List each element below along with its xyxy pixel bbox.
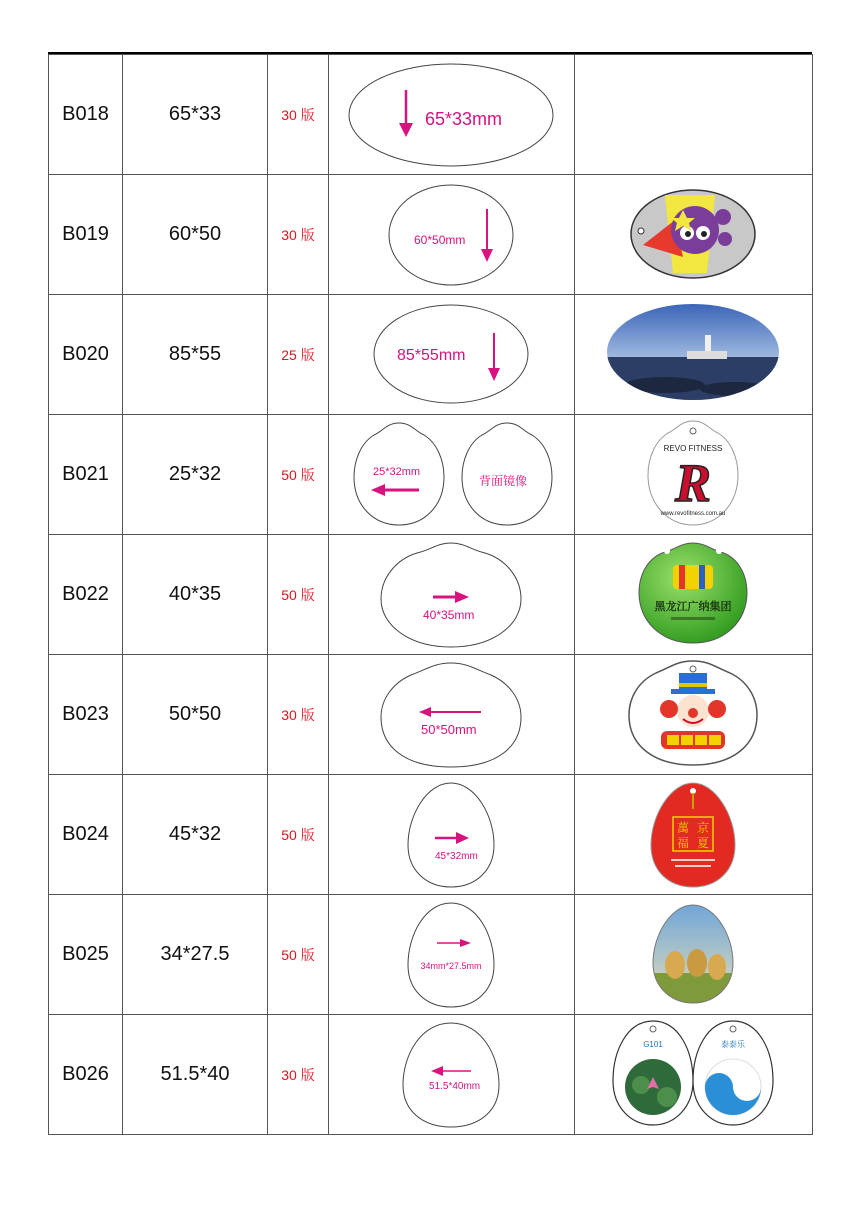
table-row — [49, 1015, 813, 1135]
table-row — [49, 535, 813, 655]
plate-count: 50 版 — [268, 775, 329, 895]
photo-char-3: 福 — [676, 836, 690, 850]
revo-fitness-tag-image — [575, 415, 812, 534]
plate-count: 25 版 — [268, 295, 329, 415]
table-row — [49, 895, 813, 1015]
photo-char-4: 夏 — [696, 836, 710, 850]
product-size: 25*32 — [123, 415, 268, 535]
diagram-label: 85*55mm — [397, 347, 466, 364]
photo-char-2: 京 — [696, 821, 710, 835]
table-row — [49, 655, 813, 775]
photo-company-text: 黑龙江广纳集团 — [654, 601, 732, 613]
product-code: B018 — [49, 55, 123, 175]
oval-outline-diagram — [329, 295, 574, 414]
product-code: B026 — [49, 1015, 123, 1135]
table-row — [49, 775, 813, 895]
diagram-label: 65*33mm — [425, 109, 503, 129]
plate-count: 30 版 — [268, 655, 329, 775]
table-row — [49, 175, 813, 295]
product-code: B025 — [49, 895, 123, 1015]
photo-brand-text: REVO FITNESS — [663, 444, 723, 453]
product-code: B021 — [49, 415, 123, 535]
plate-count: 30 版 — [268, 175, 329, 295]
table-row — [49, 55, 813, 175]
product-size: 50*50 — [123, 655, 268, 775]
red-chinese-tag-image — [575, 775, 812, 894]
table-row — [49, 295, 813, 415]
product-photo — [575, 1015, 813, 1135]
shape-diagram — [329, 895, 575, 1015]
shape-diagram — [329, 1015, 575, 1135]
product-photo — [575, 175, 813, 295]
product-size: 65*33 — [123, 55, 268, 175]
diagram-label: 51.5*40mm — [429, 1081, 481, 1092]
product-code: B024 — [49, 775, 123, 895]
rounded-drop-diagram — [329, 535, 574, 654]
rounded-square-diagram — [329, 655, 574, 774]
product-size: 40*35 — [123, 535, 268, 655]
shape-diagram — [329, 55, 575, 175]
product-photo — [575, 535, 813, 655]
egg-diagram — [329, 1015, 574, 1134]
product-size: 34*27.5 — [123, 895, 268, 1015]
photo-url-text: www.revofitness.com.au — [660, 511, 726, 517]
shape-diagram — [329, 415, 575, 535]
mirror-label: 背面镜像 — [479, 474, 528, 488]
green-corporate-tag-image — [575, 535, 812, 654]
product-spec-table — [48, 54, 813, 1135]
product-photo-empty — [575, 55, 813, 175]
product-size: 60*50 — [123, 175, 268, 295]
lotus-and-wave-tags-image — [575, 1015, 812, 1134]
shape-diagram — [329, 295, 575, 415]
diagram-label: 34mm*27.5mm — [420, 961, 482, 971]
plate-count: 50 版 — [268, 415, 329, 535]
table-row — [49, 415, 813, 535]
product-photo — [575, 775, 813, 895]
egg-diagram — [329, 895, 574, 1014]
product-code: B022 — [49, 535, 123, 655]
product-code: B019 — [49, 175, 123, 295]
product-size: 51.5*40 — [123, 1015, 268, 1135]
plate-count: 50 版 — [268, 895, 329, 1015]
shape-diagram — [329, 775, 575, 895]
diagram-label: 50*50mm — [421, 722, 477, 737]
shape-diagram — [329, 655, 575, 775]
egg-diagram — [329, 775, 574, 894]
lighthouse-landscape-tag-image — [575, 295, 812, 414]
diagram-label: 25*32mm — [373, 466, 421, 478]
diagram-label: 45*32mm — [435, 851, 478, 862]
clown-tag-image — [575, 655, 812, 774]
cheetah-tag-image — [575, 895, 812, 1014]
shape-diagram — [329, 535, 575, 655]
product-size: 45*32 — [123, 775, 268, 895]
diagram-label: 40*35mm — [423, 608, 475, 622]
product-photo — [575, 415, 813, 535]
shape-diagram — [329, 175, 575, 295]
product-photo — [575, 655, 813, 775]
cartoon-character-tag-image — [575, 175, 812, 294]
product-size: 85*55 — [123, 295, 268, 415]
photo-right-label: 泰泰乐 — [721, 1040, 745, 1049]
photo-logo-letter: R — [674, 453, 712, 513]
product-photo — [575, 295, 813, 415]
teardrop-pair-diagram — [329, 415, 574, 534]
product-code: B023 — [49, 655, 123, 775]
product-code: B020 — [49, 295, 123, 415]
oval-outline-diagram — [329, 55, 574, 174]
plate-count: 50 版 — [268, 535, 329, 655]
diagram-label: 60*50mm — [414, 233, 466, 247]
oval-outline-diagram — [329, 175, 574, 294]
product-photo — [575, 895, 813, 1015]
plate-count: 30 版 — [268, 55, 329, 175]
photo-char-1: 萬 — [676, 821, 690, 835]
photo-left-label: G101 — [643, 1040, 663, 1049]
plate-count: 30 版 — [268, 1015, 329, 1135]
